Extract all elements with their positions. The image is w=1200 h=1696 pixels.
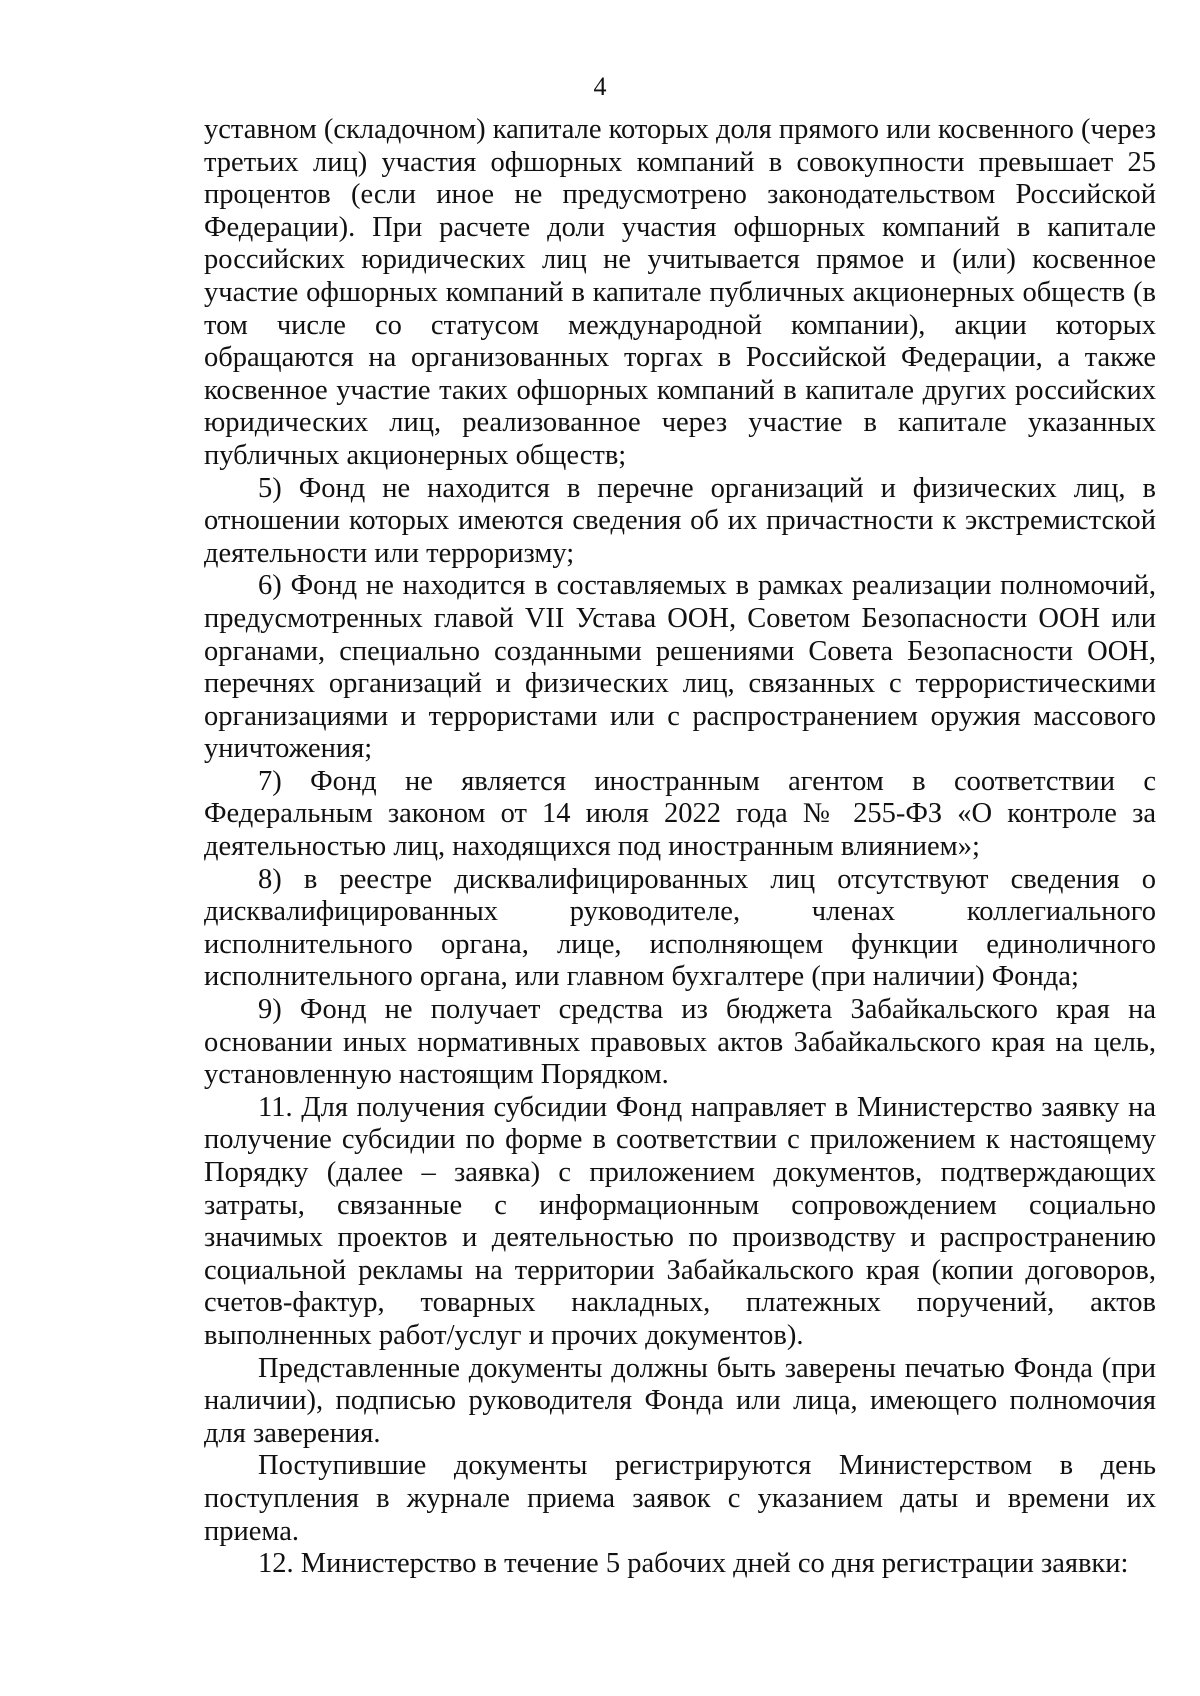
paragraph-item-7: 7) Фонд не является иностранным агентом в соответствии с Федеральным законом от 14 июля 2022 года № 255-ФЗ «О контроле за деятельностью лиц, находящихся под иностранным влиянием»; <box>204 765 1156 863</box>
document-body <box>204 114 1156 1581</box>
paragraph-registration: Поступившие документы регистрируются Министерством в день поступления в журнале приема заявок с указанием даты и времени их приема. <box>204 1450 1156 1547</box>
paragraph-item-9: 9) Фонд не получает средства из бюджета Забайкальского края на основании иных нормативных правовых актов Забайкальского края на цель, установленную настоящим Порядком. <box>204 994 1156 1091</box>
paragraph-continuation: уставном (складочном) капитале которых доля прямого или косвенного (через третьих лиц) участия офшорных компаний в совокупности превышает 25 процентов (если иное не предусмотрено законодательством Российской Федерации). При расчете доли участия офшорных компаний в капитале российских юридических лиц не учитывается прямое и (или) косвенное участие офшорных компаний в капитале публичных акционерных обществ (в том числе со статусом международной компании), акции которых обращаются на организованных торгах в Российской Федерации, а также косвенное участие таких офшорных компаний в капитале других российских юридических лиц, реализованное через участие в капитале указанных публичных акционерных обществ; <box>204 114 1156 471</box>
paragraph-item-8: 8) в реестре дисквалифицированных лиц отсутствуют сведения о дисквалифицированных руководителе, членах коллегиального исполнительного органа, лице, исполняющем функции единоличного исполнительного органа, или главном бухгалтере (при наличии) Фонда; <box>204 863 1156 993</box>
paragraph-item-5: 5) Фонд не находится в перечне организаций и физических лиц, в отношении которых имеются сведения об их причастности к экстремистской деятельности или терроризму; <box>204 472 1156 569</box>
paragraph-item-6: 6) Фонд не находится в составляемых в рамках реализации полномочий, предусмотренных главой VII Устава ООН, Советом Безопасности ООН или органами, специально созданными решениями Совета Безопасности ООН, перечнях организаций и физических лиц, связанных с террористическими организациями и террористами или с распространением оружия массового уничтожения; <box>204 570 1156 765</box>
paragraph-clause-11: 11. Для получения субсидии Фонд направляет в Министерство заявку на получение субсидии по форме в соответствии с приложением к настоящему Порядку (далее – заявка) с приложением документов, подтверждающих затраты, связанные с информационным сопровождением социально значимых проектов и деятельностью по производству и распространению социальной рекламы на территории Забайкальского края (копии договоров, счетов-фактур, товарных накладных, платежных поручений, актов выполненных работ/услуг и прочих документов). <box>204 1091 1156 1351</box>
paragraph-clause-12: 12. Министерство в течение 5 рабочих дней со дня регистрации заявки: <box>258 1548 1129 1580</box>
page-number: 4 <box>593 72 607 101</box>
paragraph-certification: Представленные документы должны быть заверены печатью Фонда (при наличии), подписью руководителя Фонда или лица, имеющего полномочия для заверения. <box>204 1352 1156 1449</box>
